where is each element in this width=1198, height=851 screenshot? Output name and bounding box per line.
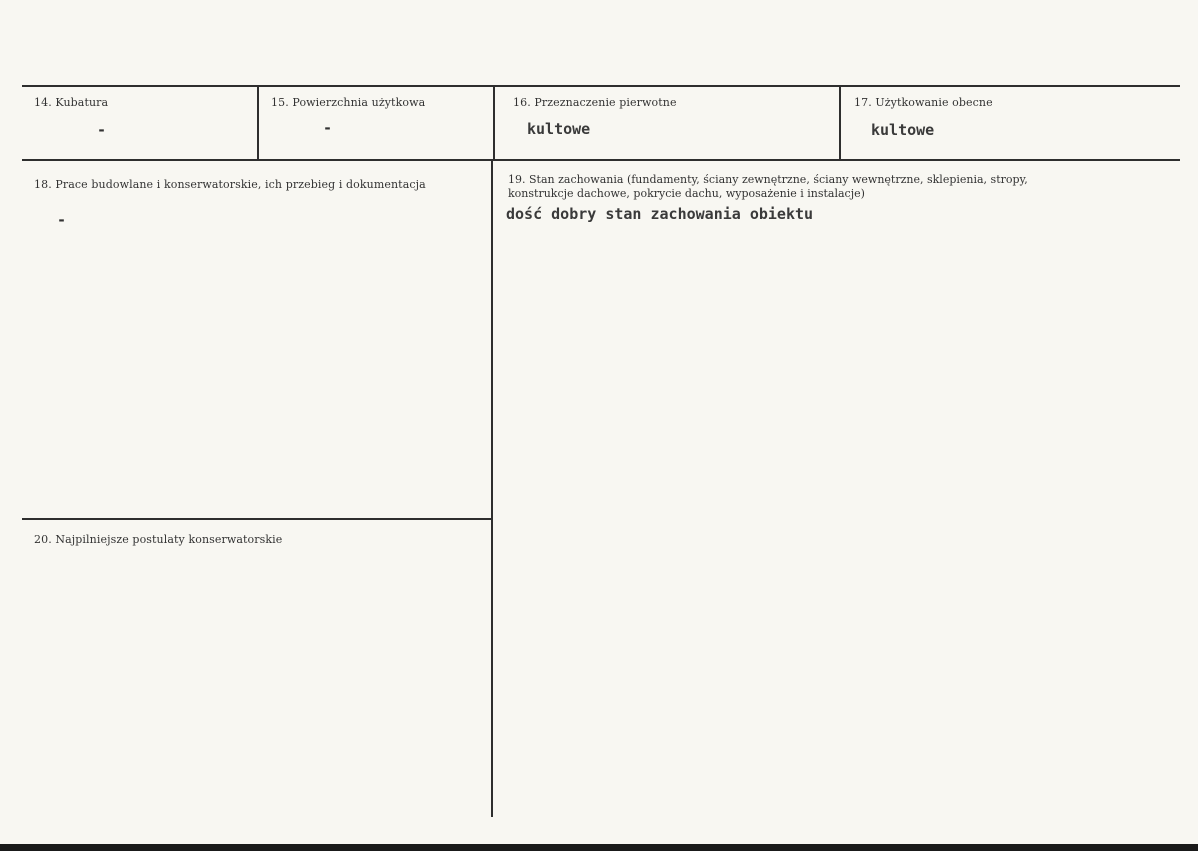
divider-16-17 (839, 87, 841, 159)
scan-edge (0, 844, 1198, 851)
divider-left-right (491, 161, 493, 817)
field-14-label: 14. Kubatura (34, 96, 109, 109)
divider-15-16 (493, 87, 495, 159)
field-18-label: 18. Prace budowlane i konserwatorskie, ich przebieg i dokumentacja (34, 178, 426, 191)
field-15-value: - (323, 119, 333, 137)
field-18-value: - (57, 211, 67, 229)
field-15-label: 15. Powierzchnia użytkowa (271, 96, 426, 109)
field-16-value: kultowe (527, 120, 591, 138)
top-rule (22, 85, 1180, 87)
field-19-label: 19. Stan zachowania (fundamenty, ściany zewnętrzne, ściany wewnętrzne, sklepienia, stropy, konstrukcje dachowe, pokrycie dachu, wyposażenie i instalacje) (508, 173, 1028, 200)
field-19-value: dość dobry stan zachowania obiektu (506, 205, 814, 223)
field-16-label: 16. Przeznaczenie pierwotne (513, 96, 677, 109)
section20-top-rule (22, 518, 492, 520)
divider-14-15 (257, 87, 259, 159)
field-14-value: - (97, 121, 107, 139)
row1-bottom-rule (22, 159, 1180, 161)
field-20-label: 20. Najpilniejsze postulaty konserwatorskie (34, 533, 283, 546)
field-17-label: 17. Użytkowanie obecne (854, 96, 993, 109)
field-17-value: kultowe (871, 121, 935, 139)
